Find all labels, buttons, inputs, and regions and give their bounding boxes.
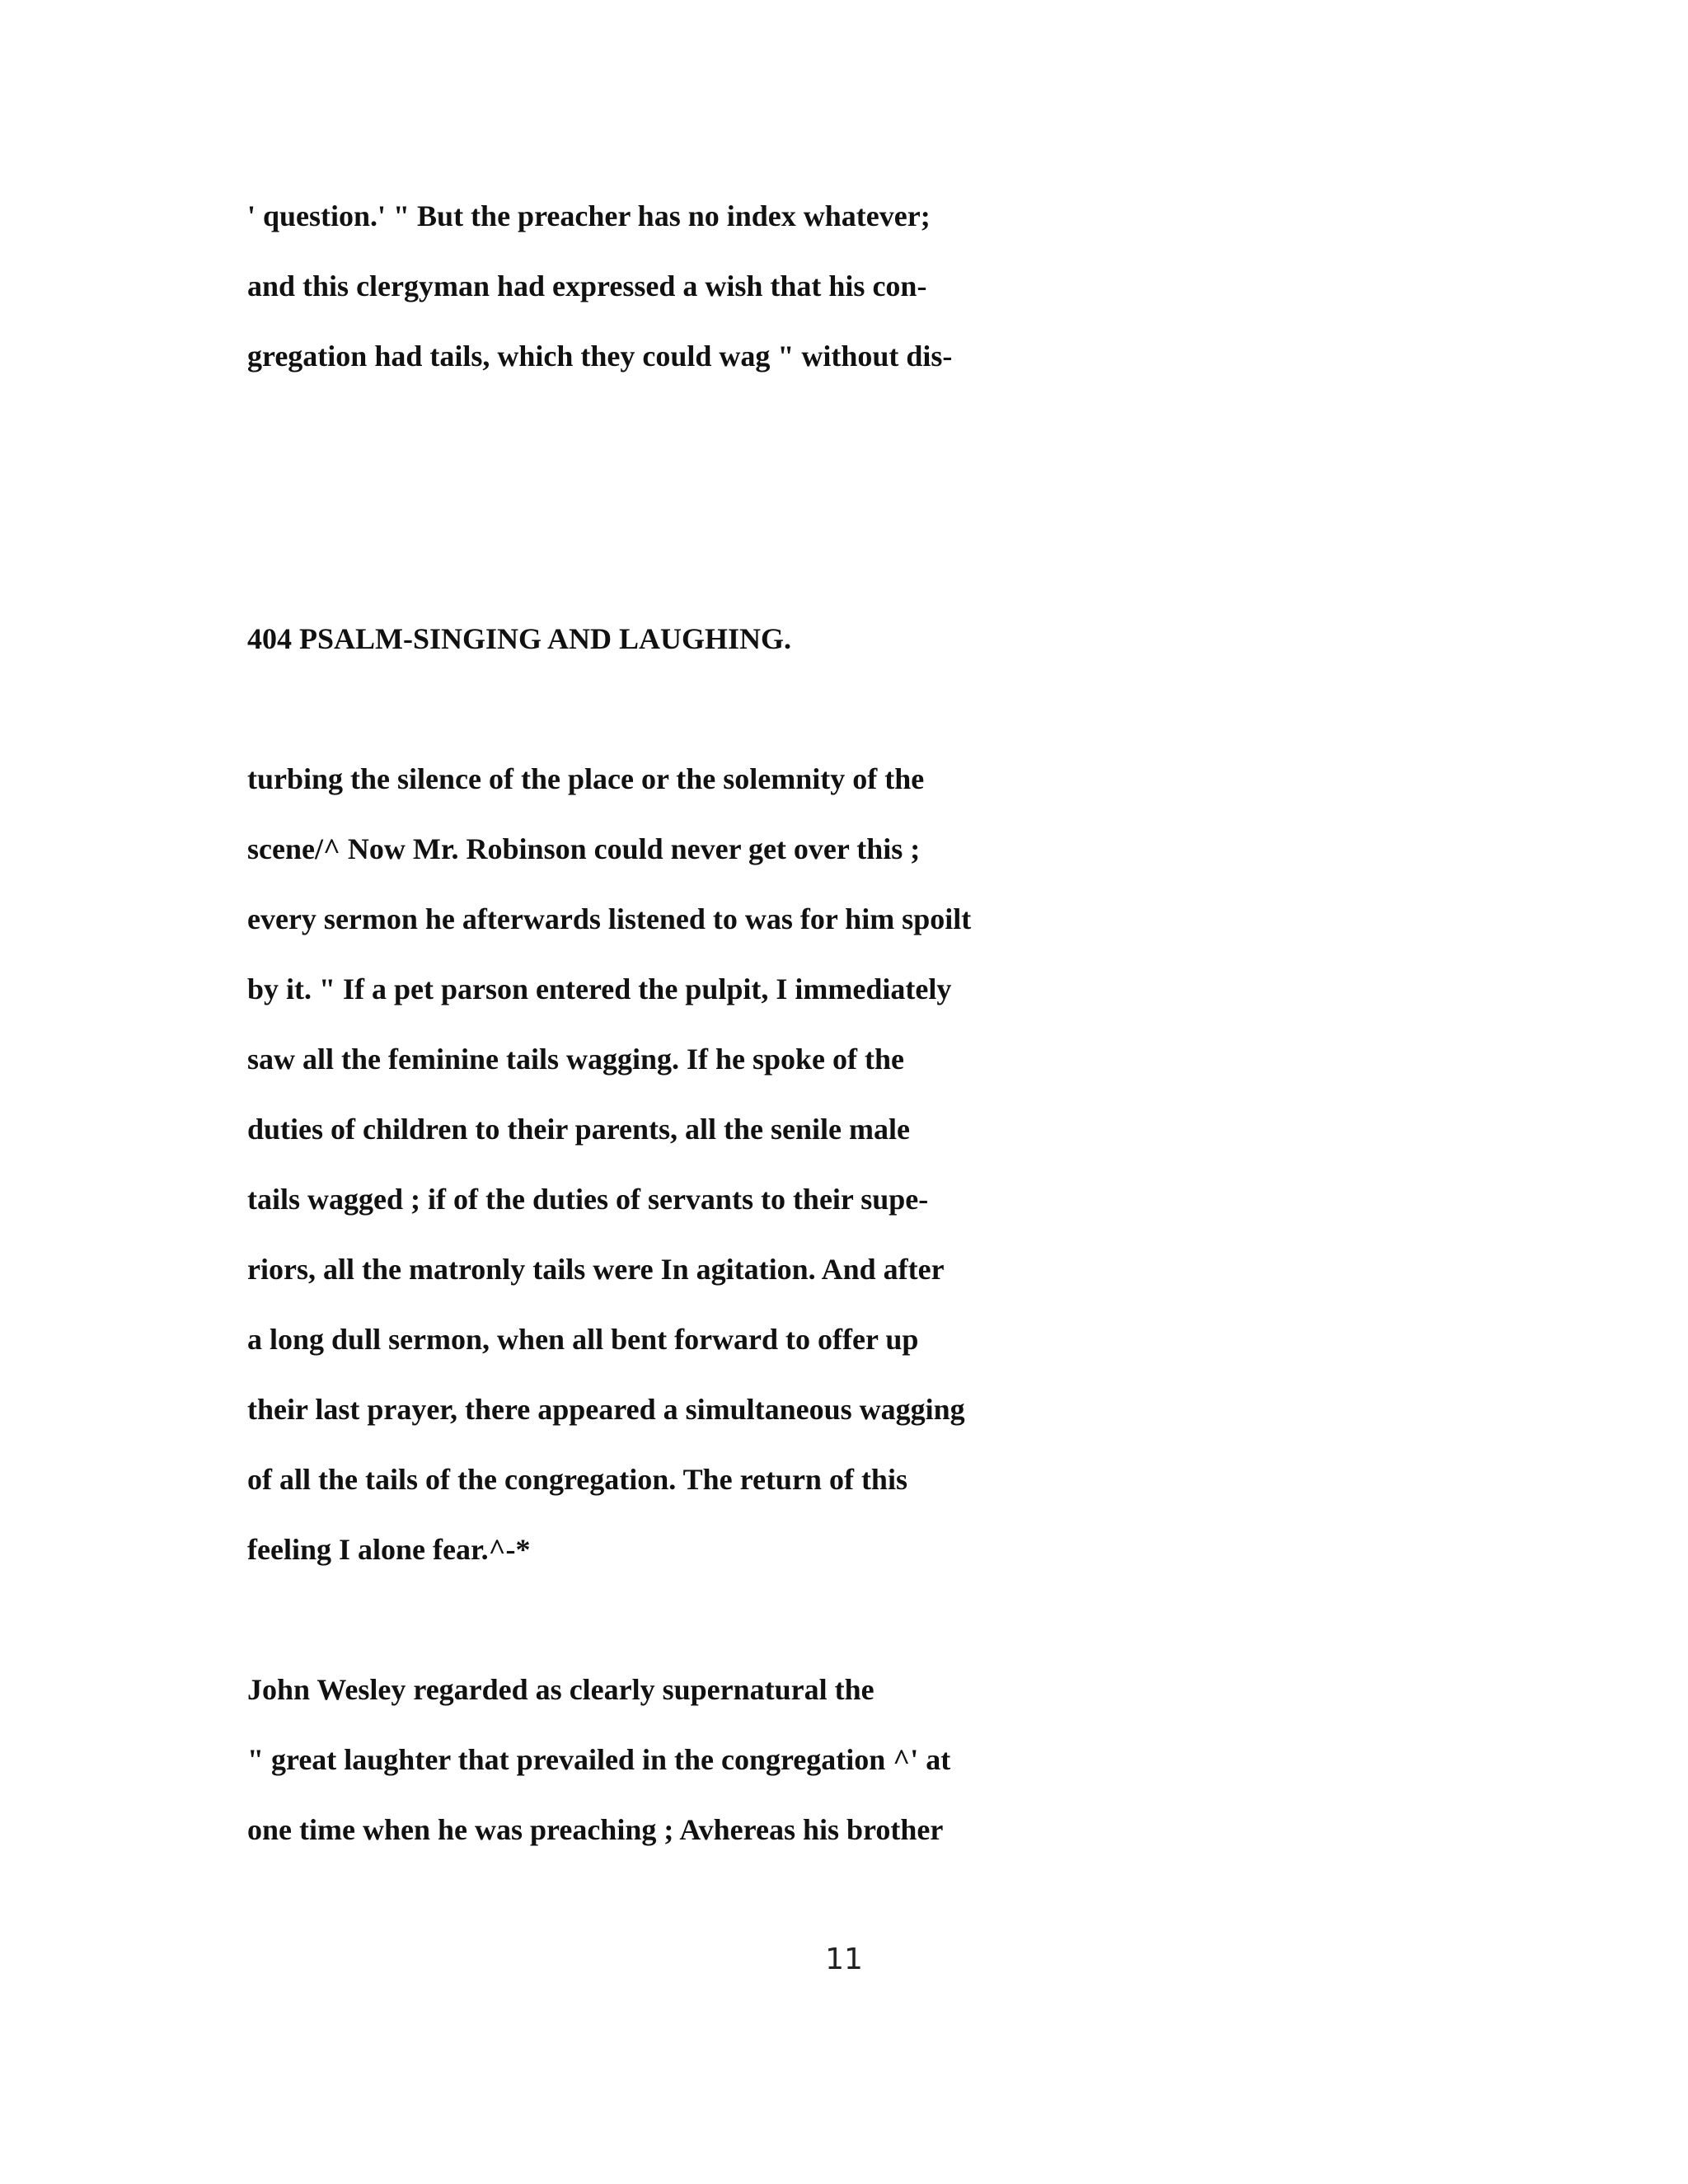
text-line: of all the tails of the congregation. The return of this [247, 1463, 907, 1496]
text-line: and this clergyman had expressed a wish that his con- [247, 269, 927, 302]
text-line: ' question.' " But the preacher has no index whatever; [247, 199, 931, 232]
text-line: gregation had tails, which they could wag " without dis- [247, 340, 953, 373]
text-line: one time when he was preaching ; Avhereas his brother [247, 1813, 944, 1846]
text-line: duties of children to their parents, all the senile male [247, 1113, 910, 1146]
text-line: " great laughter that prevailed in the congregation ^' at [247, 1743, 951, 1776]
text-line: John Wesley regarded as clearly supernatural the [247, 1673, 874, 1706]
text-line: their last prayer, there appeared a simultaneous wagging [247, 1393, 965, 1426]
text-line: saw all the feminine tails wagging. If he spoke of the [247, 1043, 905, 1076]
text-line: by it. " If a pet parson entered the pulpit, I immediately [247, 972, 952, 1005]
page-number: 11 [825, 1943, 863, 1976]
text-line: scene/^ Now Mr. Robinson could never get over this ; [247, 832, 921, 865]
text-line: riors, all the matronly tails were In agitation. And after [247, 1253, 945, 1286]
text-line: every sermon he afterwards listened to was for him spoilt [247, 902, 972, 935]
text-line: turbing the silence of the place or the solemnity of the [247, 762, 925, 795]
running-header: 404 PSALM-SINGING AND LAUGHING. [247, 622, 792, 655]
text-line: feeling I alone fear.^-* [247, 1533, 531, 1566]
text-line: a long dull sermon, when all bent forward to offer up [247, 1323, 919, 1356]
text-line: tails wagged ; if of the duties of servants to their supe- [247, 1183, 929, 1216]
